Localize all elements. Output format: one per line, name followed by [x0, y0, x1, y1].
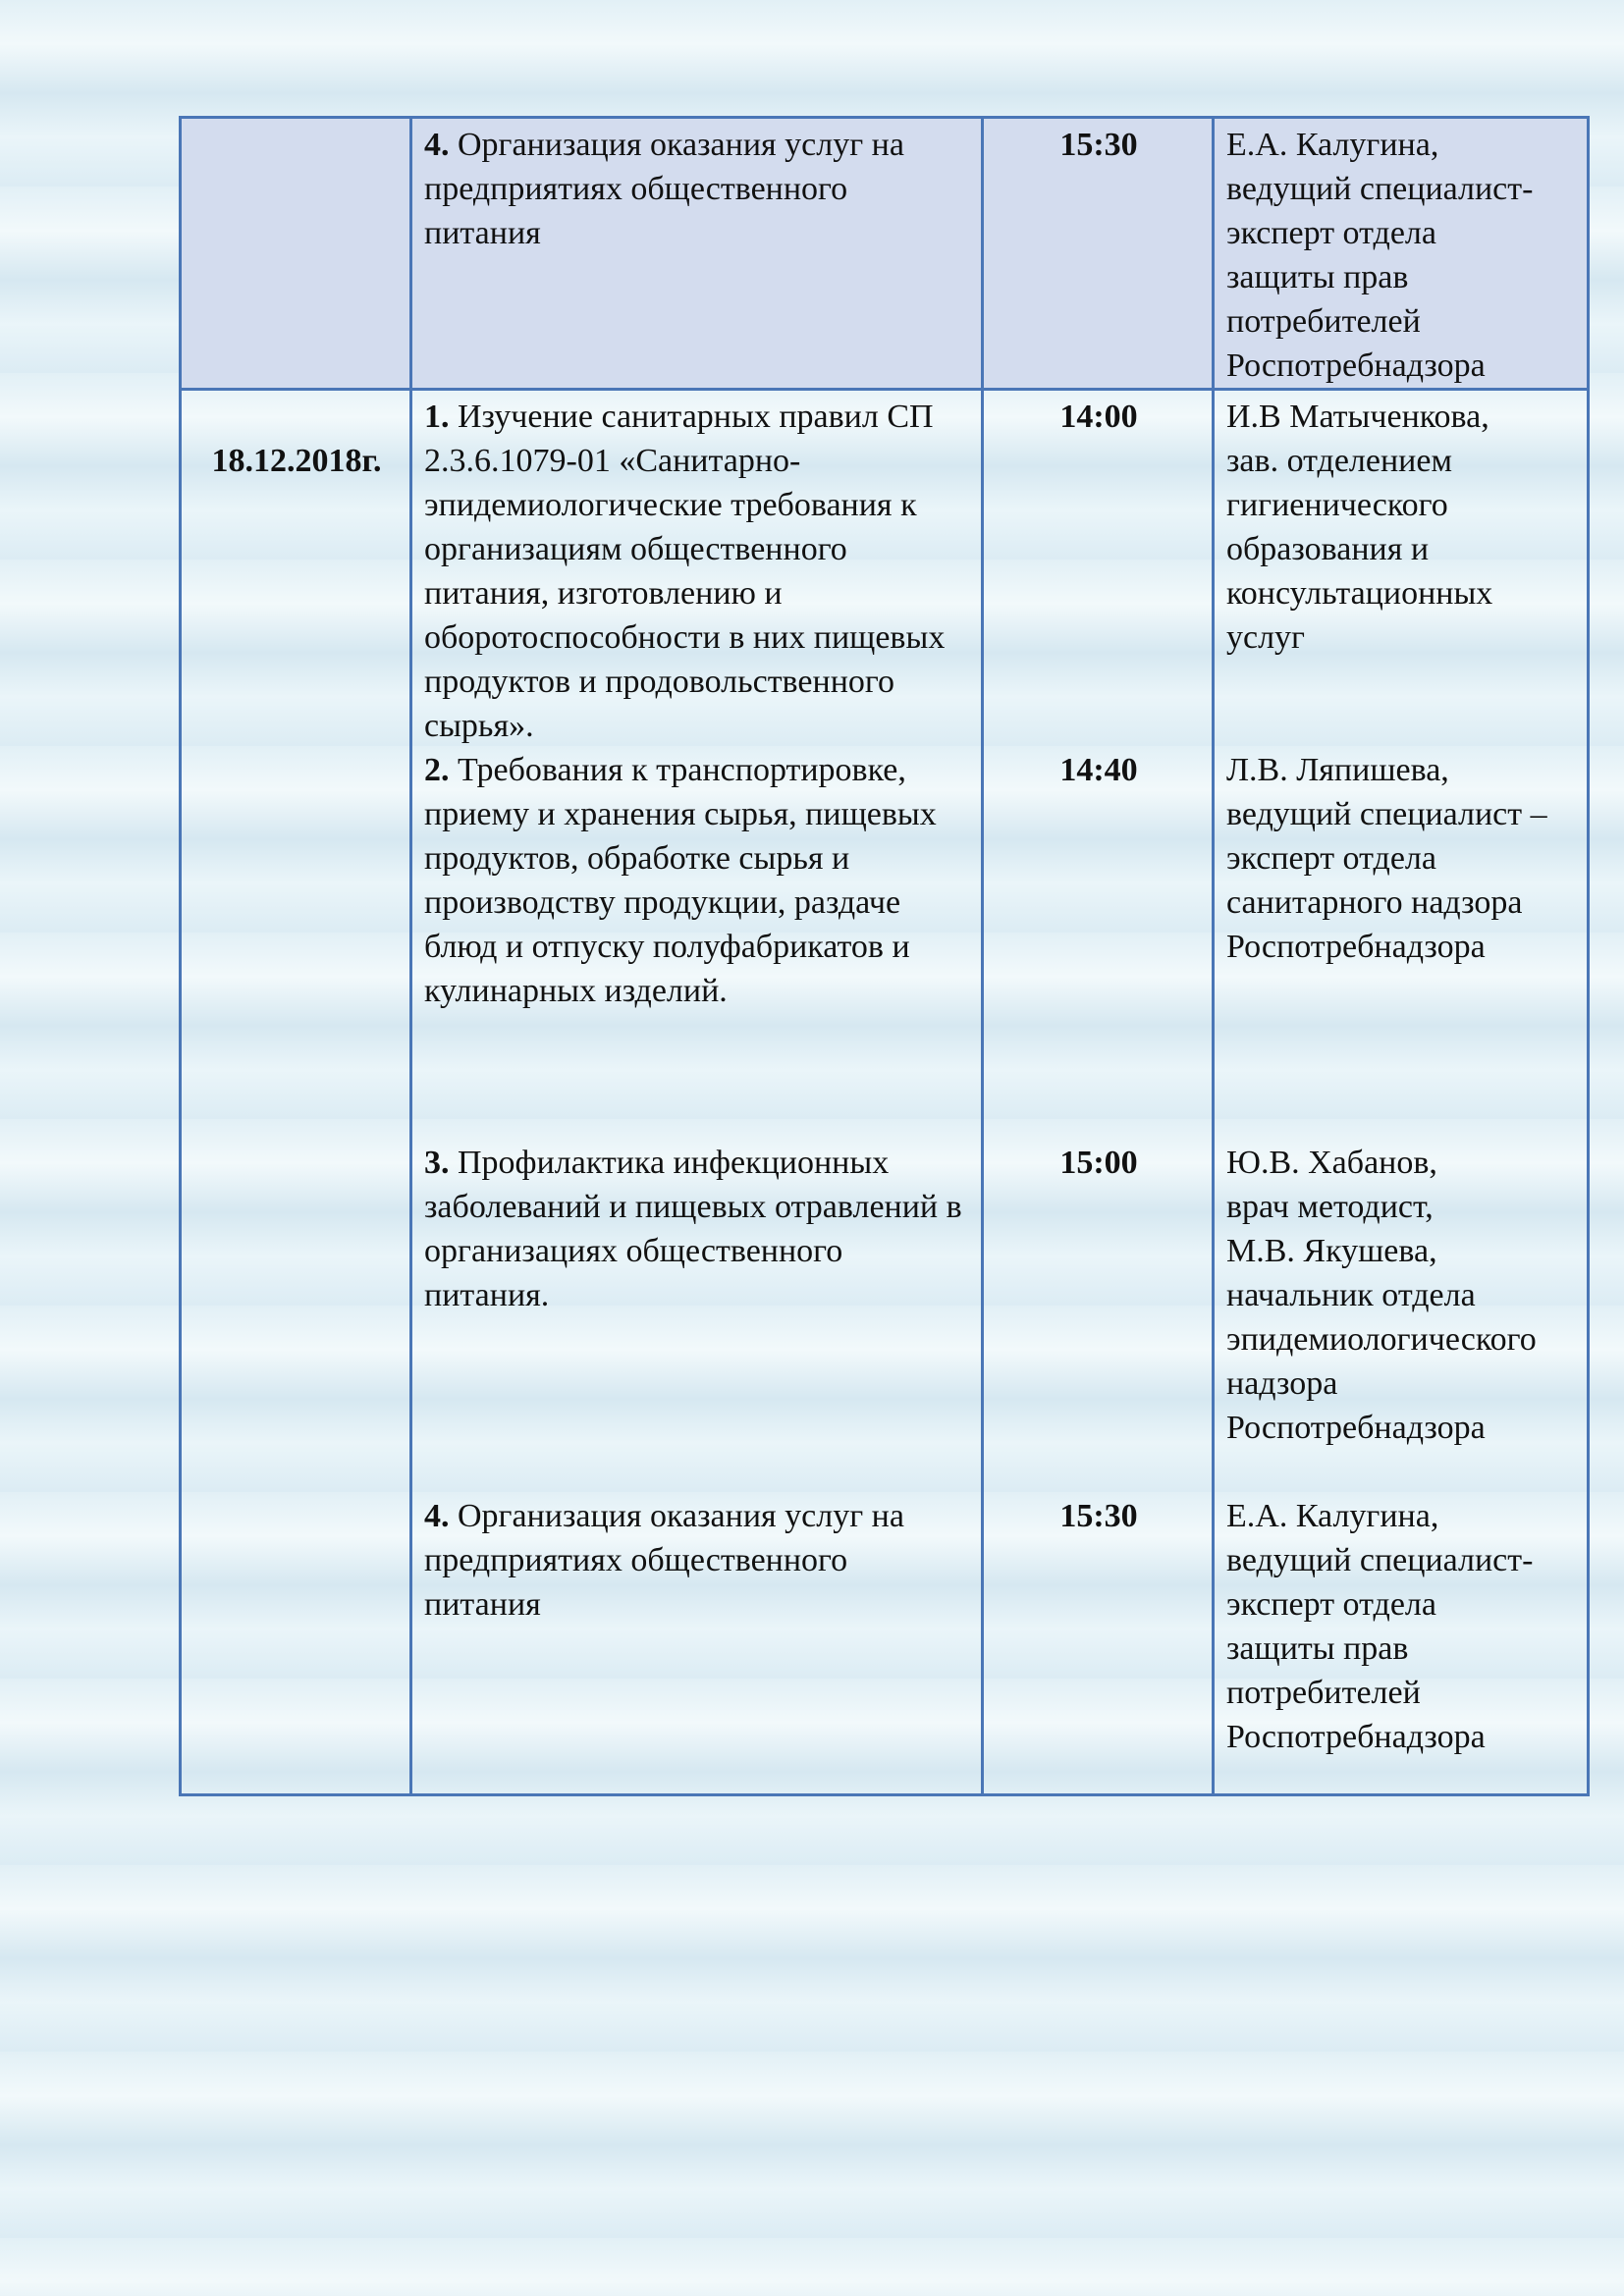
time-cell	[983, 118, 1214, 390]
time-value: 14:00	[1059, 399, 1138, 435]
speaker-line: эксперт отдела	[1226, 215, 1436, 251]
speaker-line: начальник отдела	[1226, 1277, 1476, 1313]
speaker-line: потребителей	[1226, 303, 1421, 340]
speaker-line: зав. отделением	[1226, 443, 1452, 479]
speaker-block	[1226, 395, 1577, 748]
time-value: 14:40	[1059, 752, 1138, 788]
topic-item	[424, 748, 971, 1141]
topic-text: Организация оказания услуг на предприятиях общественного питания	[424, 1498, 904, 1623]
speaker-block	[1226, 1141, 1577, 1494]
date-cell	[181, 118, 411, 390]
topic-item	[424, 1141, 971, 1494]
speaker-line: врач методист,	[1226, 1189, 1434, 1225]
topic-number: 1.	[424, 399, 450, 435]
speaker-line: консультационных	[1226, 575, 1493, 612]
topic-number: 4.	[424, 127, 450, 163]
schedule-table	[179, 116, 1590, 1796]
topic-text: Организация оказания услуг на предприятиях общественного питания	[424, 127, 904, 251]
speaker-line: защиты прав	[1226, 259, 1409, 295]
speaker-line: ведущий специалист-	[1226, 1542, 1534, 1578]
speaker-line: услуг	[1226, 619, 1306, 656]
speaker-block	[1226, 748, 1577, 1141]
topic-number: 3.	[424, 1145, 450, 1181]
speaker-line: Роспотребнадзора	[1226, 1719, 1486, 1755]
speaker-line: Ю.В. Хабанов,	[1226, 1145, 1437, 1181]
speaker-line: гигиенического	[1226, 487, 1448, 523]
date-cell	[181, 390, 411, 1795]
speaker-line: надзора	[1226, 1365, 1338, 1402]
speaker-line: Е.А. Калугина,	[1226, 1498, 1439, 1534]
speaker-line: Е.А. Калугина,	[1226, 127, 1439, 163]
speaker-line: образования и	[1226, 531, 1430, 567]
speaker-line: эксперт отдела	[1226, 1586, 1436, 1623]
speaker-line: ведущий специалист-	[1226, 171, 1534, 207]
topic-cell	[411, 118, 983, 390]
speaker-line: эпидемиологического	[1226, 1321, 1537, 1358]
topic-number: 4.	[424, 1498, 450, 1534]
schedule-page	[179, 116, 1587, 1796]
topic-cell	[411, 390, 983, 1795]
speaker-line: Роспотребнадзора	[1226, 1410, 1486, 1446]
speaker-line: ведущий специалист –	[1226, 796, 1547, 832]
topic-text: Изучение санитарных правил СП 2.3.6.1079-01 «Санитарно-эпидемиологические требования к организациям общественного питания, изготовлению и оборотоспособности в них пищевых продуктов и продовольственного сырья».	[424, 399, 946, 744]
speaker-line: Роспотребнадзора	[1226, 929, 1486, 965]
topic-text: Требования к транспортировке, приему и хранения сырья, пищевых продуктов, обработке сырья и производству продукции, раздаче блюд и отпуску полуфабрикатов и кулинарных изделий.	[424, 752, 937, 1009]
topic-text: Профилактика инфекционных заболеваний и пищевых отравлений в организациях общественного питания.	[424, 1145, 962, 1313]
topic-number: 2.	[424, 752, 450, 788]
time-value: 15:00	[1059, 1145, 1138, 1181]
table-row	[181, 118, 1589, 390]
session-date: 18.12.2018г.	[211, 443, 382, 479]
topic-item	[424, 395, 971, 748]
time-value: 15:30	[1059, 127, 1138, 163]
speaker-line: потребителей	[1226, 1675, 1421, 1711]
speaker-line: санитарного надзора	[1226, 884, 1523, 921]
speaker-line: Л.В. Ляпишева,	[1226, 752, 1449, 788]
time-cell	[983, 390, 1214, 1795]
speaker-block	[1226, 1494, 1577, 1759]
topic-item	[424, 1494, 971, 1627]
speaker-line: Роспотребнадзора	[1226, 347, 1486, 384]
speaker-line: И.В Матыченкова,	[1226, 399, 1489, 435]
speaker-line: защиты прав	[1226, 1630, 1409, 1667]
speaker-cell	[1214, 118, 1589, 390]
speaker-line: М.В. Якушева,	[1226, 1233, 1437, 1269]
table-row	[181, 390, 1589, 1795]
time-value: 15:30	[1059, 1498, 1138, 1534]
speaker-line: эксперт отдела	[1226, 840, 1436, 877]
speaker-cell	[1214, 390, 1589, 1795]
